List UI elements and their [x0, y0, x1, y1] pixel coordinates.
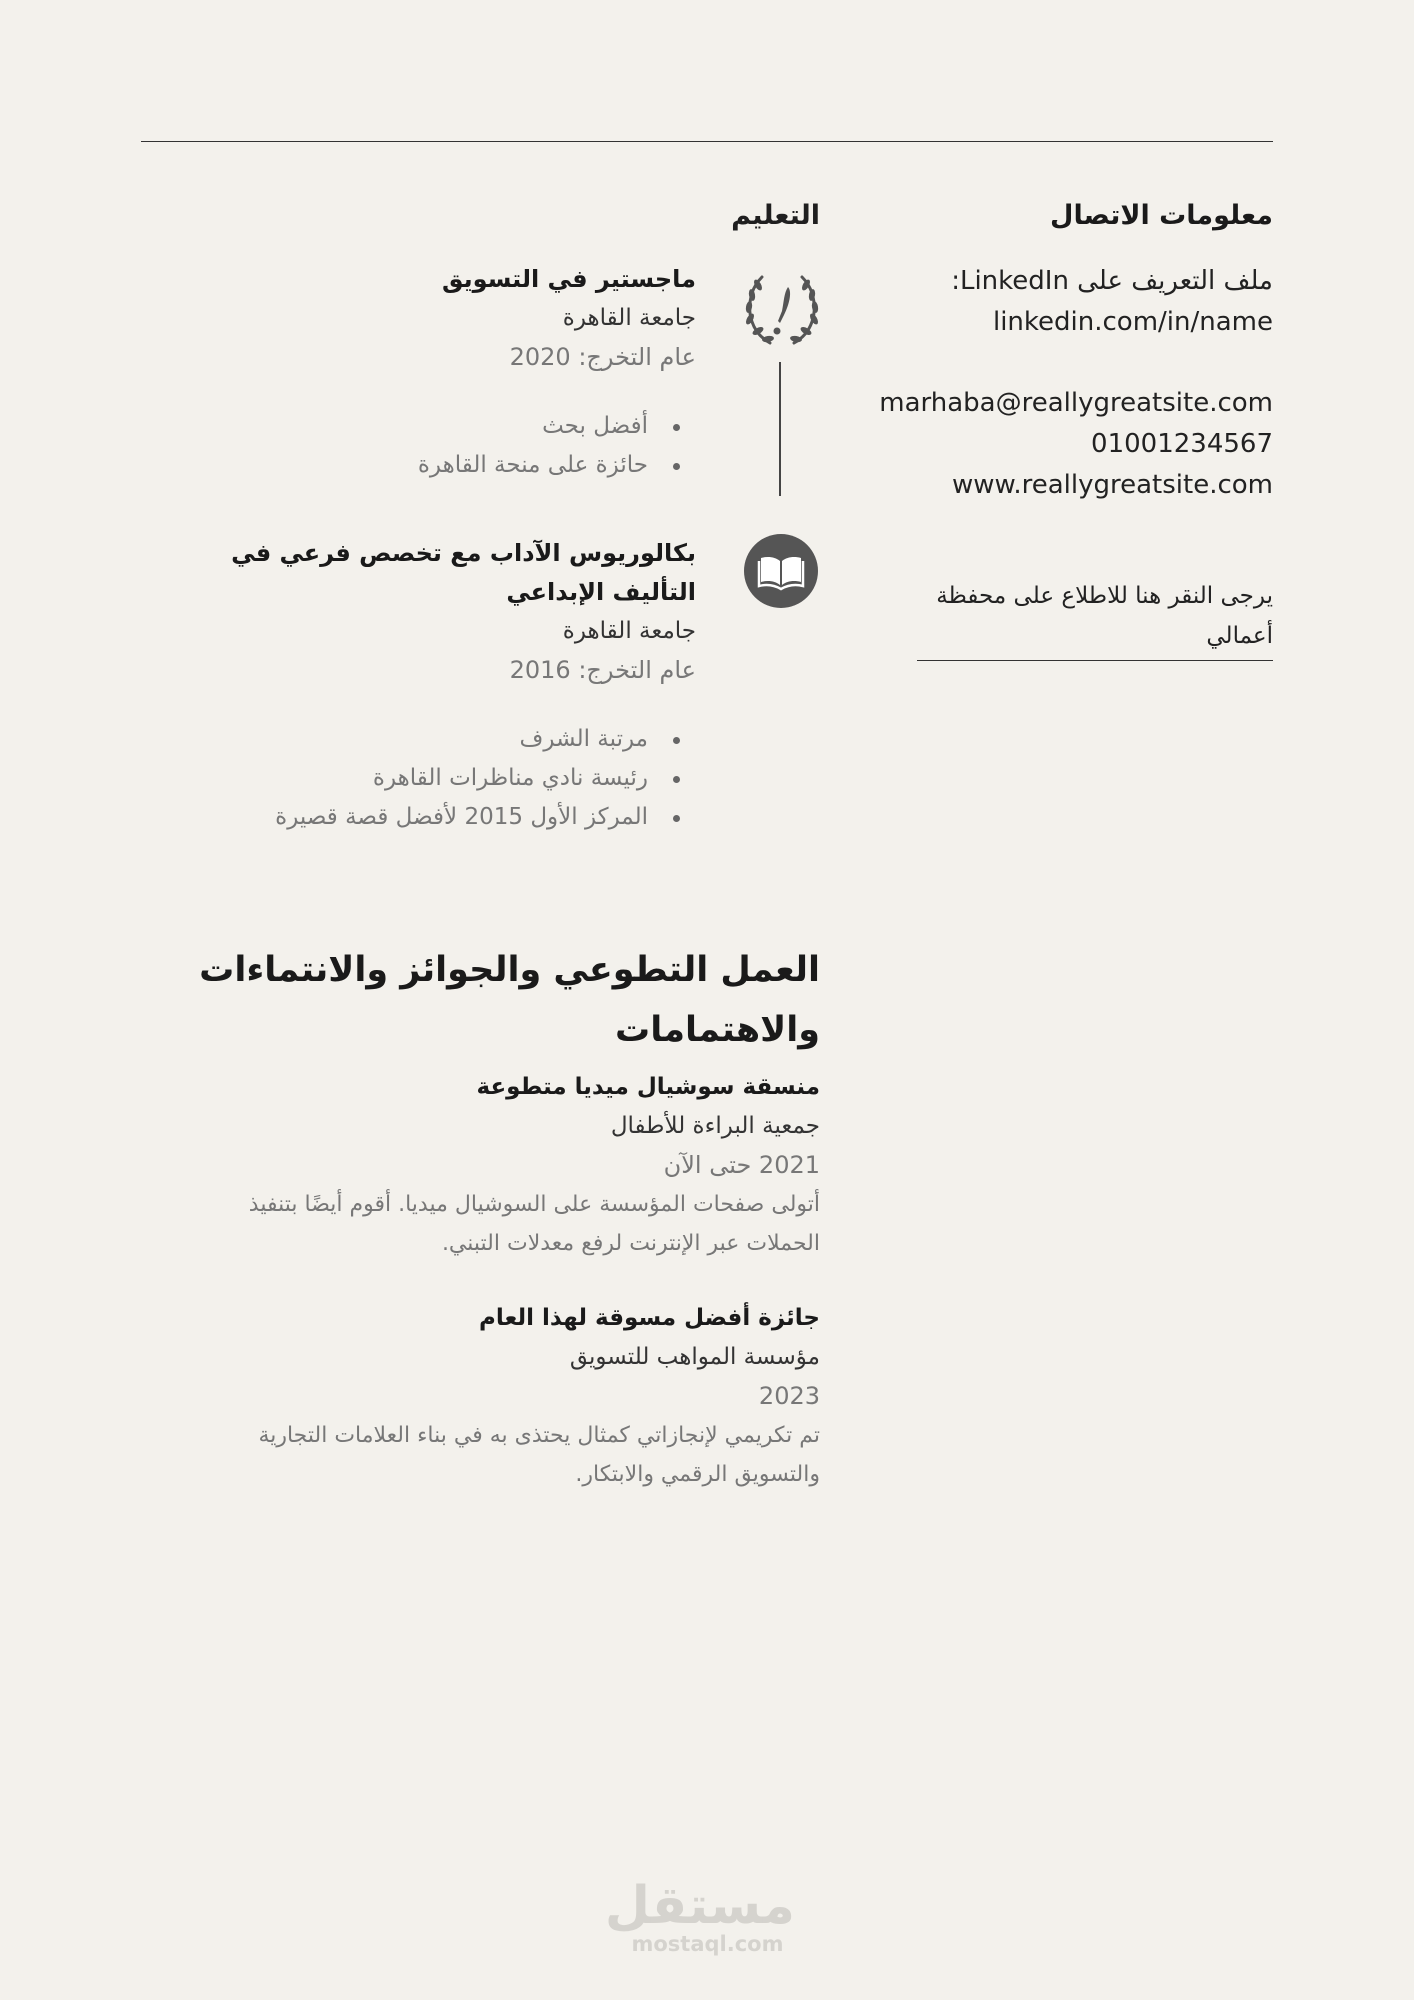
portfolio-link[interactable]: يرجى النقر هنا للاطلاع على محفظة أعمالي	[917, 576, 1273, 661]
achievements-list	[176, 407, 696, 485]
list-item: المركز الأول 2015 لأفضل قصة قصيرة	[176, 798, 648, 837]
education-heading: التعليم	[731, 200, 820, 231]
volunteer-section	[180, 940, 820, 1494]
list-item: رئيسة نادي مناظرات القاهرة	[176, 759, 648, 798]
university-name: جامعة القاهرة	[562, 618, 696, 644]
laurel-quill-icon	[740, 269, 824, 353]
website-link[interactable]: www.reallygreatsite.com	[951, 470, 1273, 500]
volunteer-heading: العمل التطوعي والجوائز والانتماءات والاهتمامات	[199, 950, 820, 1050]
contact-heading: معلومات الاتصال	[1050, 200, 1273, 231]
item-year: 2023	[758, 1382, 820, 1410]
item-organization: مؤسسة المواهب للتسويق	[569, 1344, 820, 1370]
education-entry-bachelors	[176, 534, 696, 837]
item-title: جائزة أفضل مسوقة لهذا العام	[479, 1305, 820, 1331]
achievements-list	[176, 720, 696, 837]
graduation-year: عام التخرج: 2016	[509, 656, 696, 684]
watermark-arabic: مستقل	[604, 1876, 795, 1936]
item-organization: جمعية البراءة للأطفال	[610, 1113, 820, 1139]
item-description: تم تكريمي لإنجازاتي كمثال يحتذى به في بناء العلامات التجارية والتسويق الرقمي والابتكار.	[258, 1423, 820, 1487]
list-item: أفضل بحث	[176, 407, 648, 446]
item-year: 2021 حتى الآن	[663, 1151, 820, 1179]
linkedin-label: ملف التعريف على LinkedIn:	[951, 266, 1273, 296]
education-entry-masters	[176, 260, 696, 485]
list-item: حائزة على منحة القاهرة	[176, 446, 648, 485]
phone-text: 01001234567	[1091, 429, 1273, 459]
email-text[interactable]: marhaba@reallygreatsite.com	[879, 388, 1273, 418]
top-divider	[141, 141, 1273, 142]
list-item: مرتبة الشرف	[176, 720, 648, 759]
item-title: منسقة سوشيال ميديا متطوعة	[476, 1074, 820, 1100]
university-name: جامعة القاهرة	[562, 305, 696, 331]
watermark-logo	[604, 1876, 795, 1956]
degree-title: بكالوريوس الآداب مع تخصص فرعي في التأليف الإبداعي	[231, 539, 696, 606]
degree-title: ماجستير في التسويق	[442, 265, 696, 293]
graduation-year: عام التخرج: 2020	[509, 343, 696, 371]
open-book-icon	[744, 534, 818, 608]
contact-section	[853, 200, 1273, 661]
linkedin-url[interactable]: linkedin.com/in/name	[992, 307, 1273, 337]
item-description: أتولى صفحات المؤسسة على السوشيال ميديا. أقوم أيضًا بتنفيذ الحملات عبر الإنترنت لرفع معدلات التبني.	[248, 1192, 820, 1256]
volunteer-item	[180, 1068, 820, 1263]
timeline-line	[779, 362, 781, 496]
award-item	[180, 1299, 820, 1494]
watermark-latin: mostaql.com	[631, 1932, 784, 1956]
